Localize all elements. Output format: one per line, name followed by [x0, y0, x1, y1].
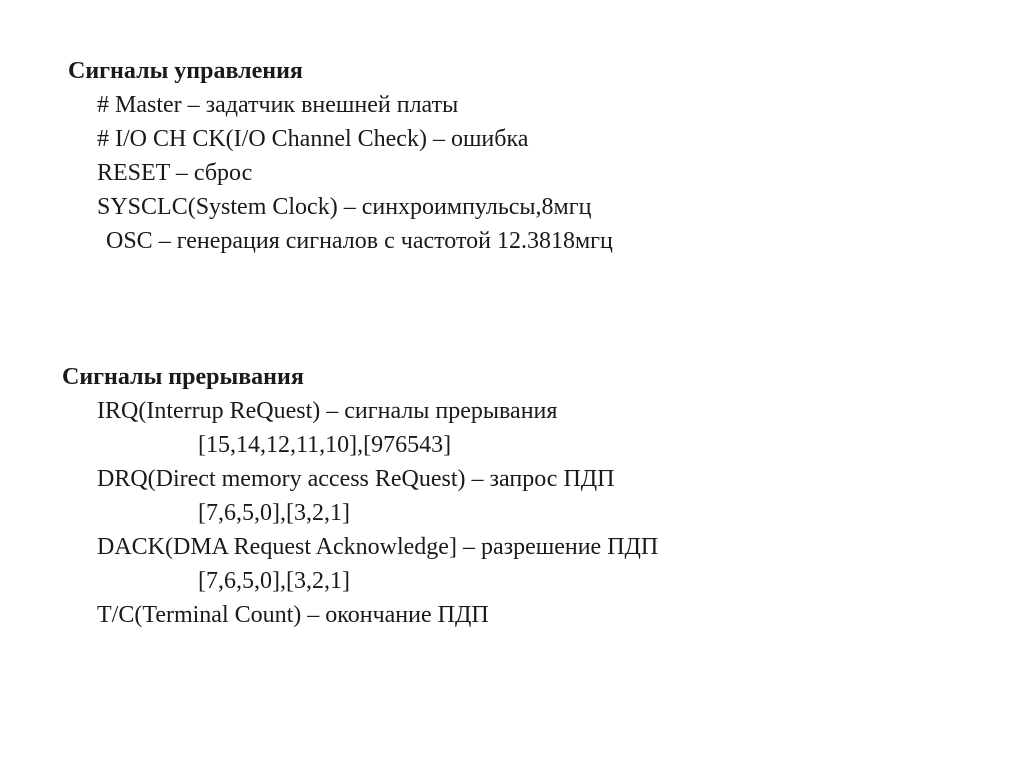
interrupt-signal-line: DRQ(Direct memory access ReQuest) – запрос ПДП — [97, 466, 615, 492]
control-signal-line: SYSCLC(System Clock) – синхроимпульсы,8мгц — [97, 194, 592, 220]
interrupt-channel-list: [7,6,5,0],[3,2,1] — [198, 568, 350, 594]
interrupt-signal-line: DACK(DMA Request Acknowledge] – разрешение ПДП — [97, 534, 659, 560]
control-signal-line: RESET – сброс — [97, 160, 253, 186]
section-title-interrupt-signals: Сигналы прерывания — [62, 364, 304, 390]
control-signal-line: # I/O CH CK(I/O Channel Check) – ошибка — [97, 126, 529, 152]
control-signal-line: # Master – задатчик внешней платы — [97, 92, 459, 118]
interrupt-signal-line: IRQ(Interrup ReQuest) – сигналы прерывания — [97, 398, 558, 424]
control-signal-line: OSC – генерация сигналов с частотой 12.3818мгц — [106, 228, 613, 254]
interrupt-signal-line: T/C(Terminal Count) – окончание ПДП — [97, 602, 489, 628]
interrupt-channel-list: [7,6,5,0],[3,2,1] — [198, 500, 350, 526]
section-title-control-signals: Сигналы управления — [68, 58, 303, 84]
interrupt-channel-list: [15,14,12,11,10],[976543] — [198, 432, 452, 458]
